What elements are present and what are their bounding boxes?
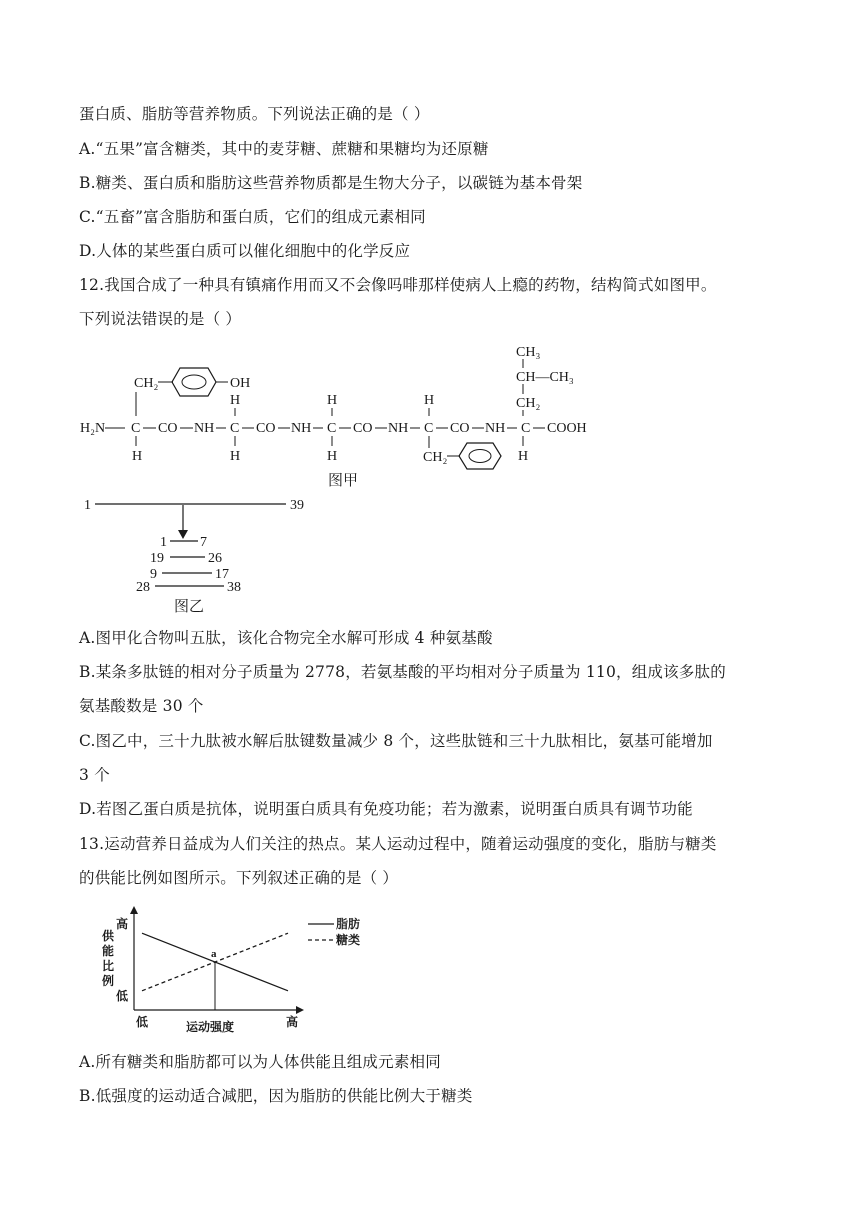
res1-h-below: H xyxy=(132,449,143,464)
energy-supply-chart xyxy=(90,906,390,1034)
q11-stem-tail: 蛋白质、脂肪等营养物质。下列说法正确的是（ ） xyxy=(79,105,430,123)
x-high-label: 高 xyxy=(286,1015,299,1029)
res1-ch2: CH₂ xyxy=(134,376,159,391)
res5-ch-ch3: CH—CH₃ xyxy=(516,370,574,385)
q13-option-a: A.所有糖类和脂肪都可以为人体供能且组成元素相同 xyxy=(79,1053,441,1071)
y-axis-title: 供能比例 xyxy=(102,929,115,988)
q12-option-b-line2: 氨基酸数是 30 个 xyxy=(79,697,204,715)
res2-h-below: H xyxy=(230,449,241,464)
chain-nh2: NH xyxy=(291,421,312,436)
chain-c3: C xyxy=(327,421,337,436)
q12-option-d: D.若图乙蛋白质是抗体，说明蛋白质具有免疫功能；若为激素，说明蛋白质具有调节功能 xyxy=(79,800,693,818)
y-axis-arrow xyxy=(130,906,138,914)
q12-stem-line2: 下列说法错误的是（ ） xyxy=(79,310,242,328)
res3-h-above: H xyxy=(327,393,338,408)
res3-h-below: H xyxy=(327,449,338,464)
q11-option-b: B.糖类、蛋白质和脂肪这些营养物质都是生物大分子，以碳链为基本骨架 xyxy=(79,174,583,192)
q12-option-b-line1: B.某条多肽链的相对分子质量为 2778，若氨基酸的平均相对分子质量为 110，组成该多肽的 xyxy=(79,663,726,681)
chain-nh1: NH xyxy=(194,421,215,436)
figure-jia-caption: 图甲 xyxy=(328,471,359,489)
res5-h-below: H xyxy=(518,449,529,464)
chain-co4: CO xyxy=(450,421,470,436)
res1-oh: OH xyxy=(230,376,251,391)
fragment-1-start: 1 xyxy=(160,535,167,550)
y-high-label: 高 xyxy=(116,917,129,931)
figure-yi-caption: 图乙 xyxy=(174,597,205,615)
y-low-label: 低 xyxy=(116,989,129,1003)
q12-stem-line1: 12.我国合成了一种具有镇痛作用而又不会像吗啡那样使病人上瘾的药物，结构简式如图甲。 xyxy=(79,276,717,294)
legend-fat-label: 脂肪 xyxy=(336,917,361,931)
q12-option-c-line1: C.图乙中，三十九肽被水解后肽键数量减少 8 个，这些肽链和三十九肽相比，氨基可能增加 xyxy=(79,732,713,750)
res4-h-above: H xyxy=(424,393,435,408)
fragment-2-end: 26 xyxy=(208,551,222,566)
figure-jia-structure xyxy=(0,336,860,496)
res5-ch3-top: CH₃ xyxy=(516,345,541,360)
fragment-3-end: 17 xyxy=(215,567,229,582)
hydrolysis-arrow-head xyxy=(178,530,188,539)
chain-c1: C xyxy=(131,421,141,436)
q11-option-d: D.人体的某些蛋白质可以催化细胞中的化学反应 xyxy=(79,242,411,260)
fragment-2-start: 19 xyxy=(150,551,164,566)
figure-yi-diagram xyxy=(0,492,860,617)
chain-c5: C xyxy=(521,421,531,436)
chain-c4: C xyxy=(424,421,434,436)
q13-option-b: B.低强度的运动适合减肥，因为脂肪的供能比例大于糖类 xyxy=(79,1087,473,1105)
fragment-4-end: 38 xyxy=(227,580,241,595)
intersection-label-a: a xyxy=(211,948,217,960)
chain-co2: CO xyxy=(256,421,276,436)
res2-h-above: H xyxy=(230,393,241,408)
chain-c2: C xyxy=(230,421,240,436)
x-axis-arrow xyxy=(296,1006,304,1014)
fragment-3-start: 9 xyxy=(150,567,157,582)
chain-cooh: COOH xyxy=(547,421,587,436)
fragment-4-start: 28 xyxy=(136,580,150,595)
res5-ch2: CH₂ xyxy=(516,396,541,411)
chain-co3: CO xyxy=(353,421,373,436)
x-axis-title: 运动强度 xyxy=(186,1020,235,1034)
chain-co1: CO xyxy=(158,421,178,436)
q11-option-c: C.“五畜”富含脂肪和蛋白质，它们的组成元素相同 xyxy=(79,208,426,226)
res1-benzene-ring xyxy=(172,368,216,396)
q11-option-a: A.“五果”富含糖类，其中的麦芽糖、蔗糖和果糖均为还原糖 xyxy=(79,140,489,158)
q13-stem-line1: 13.运动营养日益成为人们关注的热点。某人运动过程中，随着运动强度的变化，脂肪与糖类 xyxy=(79,835,717,853)
chain-h2n: H₂N xyxy=(80,421,106,436)
chain-nh3: NH xyxy=(388,421,409,436)
full-chain-start: 1 xyxy=(84,498,91,513)
res4-benzene-ring xyxy=(459,443,501,469)
q12-option-c-line2: 3 个 xyxy=(79,766,110,784)
chain-nh4: NH xyxy=(485,421,506,436)
legend-sugar-label: 糖类 xyxy=(336,933,361,947)
fragment-1-end: 7 xyxy=(200,535,207,550)
x-low-label: 低 xyxy=(136,1015,149,1029)
q13-stem-line2: 的供能比例如图所示。下列叙述正确的是（ ） xyxy=(79,869,399,887)
res4-ch2: CH₂ xyxy=(423,450,448,465)
full-chain-end: 39 xyxy=(290,498,304,513)
q12-option-a: A.图甲化合物叫五肽，该化合物完全水解可形成 4 种氨基酸 xyxy=(79,629,493,647)
